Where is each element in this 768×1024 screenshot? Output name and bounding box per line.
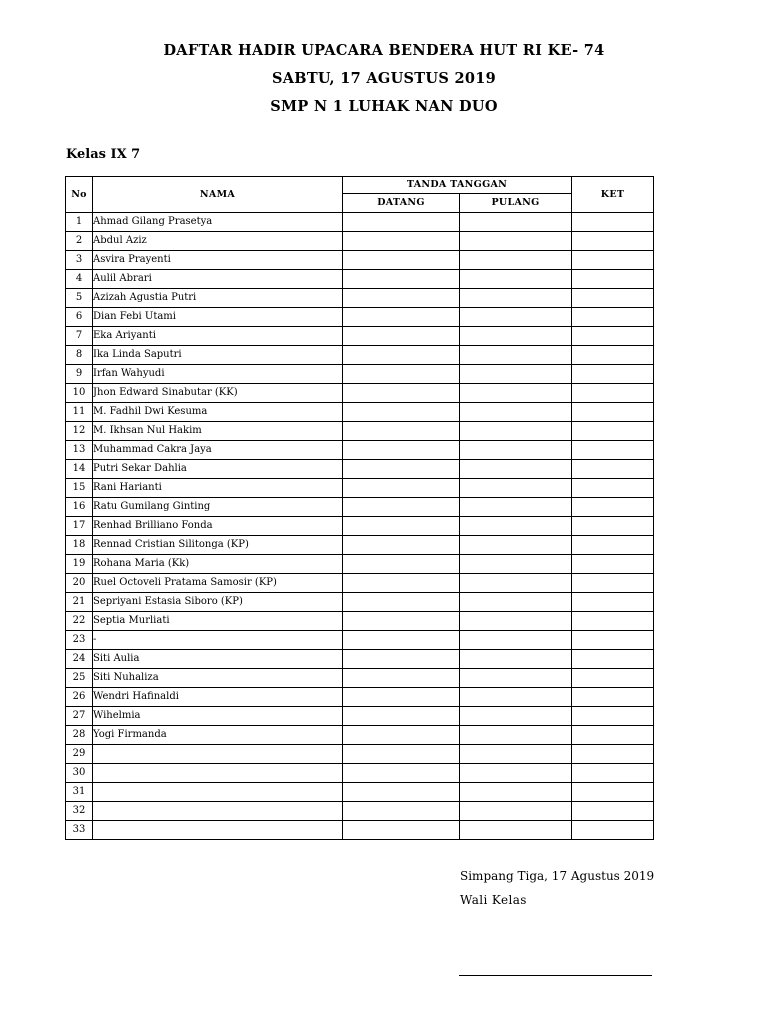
- arrive-signature-cell: [343, 555, 460, 574]
- row-number: 8: [66, 346, 93, 365]
- student-name: [93, 783, 343, 802]
- leave-signature-cell: [460, 764, 572, 783]
- row-number: 31: [66, 783, 93, 802]
- student-name: Jhon Edward Sinabutar (KK): [93, 384, 343, 403]
- event-date: SABTU, 17 AGUSTUS 2019: [271, 70, 497, 87]
- arrive-signature-cell: [343, 251, 460, 270]
- note-cell: [572, 574, 654, 593]
- arrive-signature-cell: [343, 764, 460, 783]
- arrive-signature-cell: [343, 650, 460, 669]
- note-cell: [572, 422, 654, 441]
- row-number: 5: [66, 289, 93, 308]
- leave-signature-cell: [460, 232, 572, 251]
- note-cell: [572, 232, 654, 251]
- row-number: 6: [66, 308, 93, 327]
- arrive-signature-cell: [343, 821, 460, 840]
- row-number: 4: [66, 270, 93, 289]
- leave-signature-cell: [460, 346, 572, 365]
- student-name: [93, 802, 343, 821]
- row-number: 29: [66, 745, 93, 764]
- student-name: Eka Ariyanti: [93, 327, 343, 346]
- table-row: [66, 802, 654, 821]
- arrive-signature-cell: [343, 346, 460, 365]
- header-leave: PULANG: [460, 194, 572, 213]
- table-row: [66, 726, 654, 745]
- student-name: Ika Linda Saputri: [93, 346, 343, 365]
- leave-signature-cell: [460, 555, 572, 574]
- note-cell: [572, 555, 654, 574]
- school-name: SMP N 1 LUHAK NAN DUO: [270, 98, 498, 115]
- arrive-signature-cell: [343, 631, 460, 650]
- note-cell: [572, 517, 654, 536]
- note-cell: [572, 479, 654, 498]
- table-row: [66, 403, 654, 422]
- note-cell: [572, 593, 654, 612]
- table-row: [66, 251, 654, 270]
- arrive-signature-cell: [343, 574, 460, 593]
- row-number: 22: [66, 612, 93, 631]
- arrive-signature-cell: [343, 232, 460, 251]
- leave-signature-cell: [460, 498, 572, 517]
- leave-signature-cell: [460, 213, 572, 232]
- leave-signature-cell: [460, 726, 572, 745]
- table-row: [66, 745, 654, 764]
- leave-signature-cell: [460, 289, 572, 308]
- row-number: 30: [66, 764, 93, 783]
- student-name: Siti Aulia: [93, 650, 343, 669]
- leave-signature-cell: [460, 517, 572, 536]
- table-row: [66, 650, 654, 669]
- table-row: [66, 555, 654, 574]
- arrive-signature-cell: [343, 479, 460, 498]
- note-cell: [572, 726, 654, 745]
- table-body: [66, 213, 654, 840]
- table-row: [66, 460, 654, 479]
- student-name: Irfan Wahyudi: [93, 365, 343, 384]
- row-number: 17: [66, 517, 93, 536]
- leave-signature-cell: [460, 384, 572, 403]
- leave-signature-cell: [460, 251, 572, 270]
- student-name: Ratu Gumilang Ginting: [93, 498, 343, 517]
- leave-signature-cell: [460, 745, 572, 764]
- arrive-signature-cell: [343, 213, 460, 232]
- table-row: [66, 669, 654, 688]
- header-name: NAMA: [93, 177, 343, 213]
- table-row: [66, 593, 654, 612]
- header-no: No: [66, 177, 93, 213]
- leave-signature-cell: [460, 460, 572, 479]
- arrive-signature-cell: [343, 498, 460, 517]
- note-cell: [572, 498, 654, 517]
- leave-signature-cell: [460, 688, 572, 707]
- leave-signature-cell: [460, 631, 572, 650]
- row-number: 13: [66, 441, 93, 460]
- table-row: [66, 365, 654, 384]
- note-cell: [572, 707, 654, 726]
- row-number: 27: [66, 707, 93, 726]
- table-row: [66, 441, 654, 460]
- signatory-role: Wali Kelas: [460, 893, 527, 907]
- place-date: Simpang Tiga, 17 Agustus 2019: [460, 869, 655, 883]
- note-cell: [572, 764, 654, 783]
- leave-signature-cell: [460, 802, 572, 821]
- note-cell: [572, 251, 654, 270]
- student-name: Rohana Maria (Kk): [93, 555, 343, 574]
- student-name: Septia Murliati: [93, 612, 343, 631]
- arrive-signature-cell: [343, 745, 460, 764]
- note-cell: [572, 650, 654, 669]
- arrive-signature-cell: [343, 783, 460, 802]
- table-row: [66, 821, 654, 840]
- leave-signature-cell: [460, 308, 572, 327]
- row-number: 33: [66, 821, 93, 840]
- arrive-signature-cell: [343, 308, 460, 327]
- arrive-signature-cell: [343, 593, 460, 612]
- student-name: Siti Nuhaliza: [93, 669, 343, 688]
- row-number: 24: [66, 650, 93, 669]
- note-cell: [572, 441, 654, 460]
- note-cell: [572, 631, 654, 650]
- student-name: -: [93, 631, 343, 650]
- row-number: 26: [66, 688, 93, 707]
- arrive-signature-cell: [343, 688, 460, 707]
- leave-signature-cell: [460, 327, 572, 346]
- note-cell: [572, 403, 654, 422]
- student-name: [93, 764, 343, 783]
- leave-signature-cell: [460, 821, 572, 840]
- student-name: [93, 745, 343, 764]
- table-row: [66, 574, 654, 593]
- student-name: Wendri Hafinaldi: [93, 688, 343, 707]
- student-name: M. Ikhsan Nul Hakim: [93, 422, 343, 441]
- student-name: M. Fadhil Dwi Kesuma: [93, 403, 343, 422]
- leave-signature-cell: [460, 669, 572, 688]
- table-row: [66, 612, 654, 631]
- row-number: 10: [66, 384, 93, 403]
- arrive-signature-cell: [343, 270, 460, 289]
- note-cell: [572, 745, 654, 764]
- table-row: [66, 384, 654, 403]
- row-number: 21: [66, 593, 93, 612]
- row-number: 3: [66, 251, 93, 270]
- student-name: Rani Harianti: [93, 479, 343, 498]
- leave-signature-cell: [460, 574, 572, 593]
- leave-signature-cell: [460, 707, 572, 726]
- row-number: 1: [66, 213, 93, 232]
- table-row: [66, 517, 654, 536]
- leave-signature-cell: [460, 479, 572, 498]
- table-row: [66, 764, 654, 783]
- note-cell: [572, 308, 654, 327]
- class-label: Kelas IX 7: [66, 147, 141, 162]
- table-row: [66, 213, 654, 232]
- arrive-signature-cell: [343, 441, 460, 460]
- table-row: [66, 631, 654, 650]
- arrive-signature-cell: [343, 365, 460, 384]
- arrive-signature-cell: [343, 422, 460, 441]
- note-cell: [572, 536, 654, 555]
- table-row: [66, 422, 654, 441]
- arrive-signature-cell: [343, 669, 460, 688]
- student-name: Sepriyani Estasia Siboro (KP): [93, 593, 343, 612]
- table-header: [66, 177, 654, 213]
- arrive-signature-cell: [343, 460, 460, 479]
- signature-line: [459, 975, 652, 976]
- note-cell: [572, 365, 654, 384]
- arrive-signature-cell: [343, 726, 460, 745]
- note-cell: [572, 460, 654, 479]
- row-number: 11: [66, 403, 93, 422]
- student-name: Ahmad Gilang Prasetya: [93, 213, 343, 232]
- row-number: 18: [66, 536, 93, 555]
- student-name: Abdul Aziz: [93, 232, 343, 251]
- note-cell: [572, 346, 654, 365]
- header-note: KET: [572, 177, 654, 213]
- note-cell: [572, 213, 654, 232]
- arrive-signature-cell: [343, 612, 460, 631]
- attendance-table: [65, 176, 654, 840]
- note-cell: [572, 270, 654, 289]
- arrive-signature-cell: [343, 384, 460, 403]
- row-number: 20: [66, 574, 93, 593]
- student-name: Dian Febi Utami: [93, 308, 343, 327]
- table-row: [66, 270, 654, 289]
- table-row: [66, 479, 654, 498]
- note-cell: [572, 289, 654, 308]
- row-number: 15: [66, 479, 93, 498]
- header-arrive: DATANG: [343, 194, 460, 213]
- table-row: [66, 707, 654, 726]
- header-signature: TANDA TANGGAN: [343, 177, 572, 194]
- student-name: Yogi Firmanda: [93, 726, 343, 745]
- row-number: 9: [66, 365, 93, 384]
- note-cell: [572, 802, 654, 821]
- table-row: [66, 308, 654, 327]
- arrive-signature-cell: [343, 327, 460, 346]
- student-name: Putri Sekar Dahlia: [93, 460, 343, 479]
- leave-signature-cell: [460, 422, 572, 441]
- table-row: [66, 536, 654, 555]
- leave-signature-cell: [460, 593, 572, 612]
- arrive-signature-cell: [343, 536, 460, 555]
- arrive-signature-cell: [343, 403, 460, 422]
- leave-signature-cell: [460, 403, 572, 422]
- student-name: Wihelmia: [93, 707, 343, 726]
- note-cell: [572, 783, 654, 802]
- note-cell: [572, 612, 654, 631]
- arrive-signature-cell: [343, 802, 460, 821]
- table-row: [66, 688, 654, 707]
- note-cell: [572, 384, 654, 403]
- arrive-signature-cell: [343, 289, 460, 308]
- student-name: Muhammad Cakra Jaya: [93, 441, 343, 460]
- row-number: 25: [66, 669, 93, 688]
- document-title: DAFTAR HADIR UPACARA BENDERA HUT RI KE- 74: [163, 42, 605, 59]
- leave-signature-cell: [460, 612, 572, 631]
- leave-signature-cell: [460, 536, 572, 555]
- table-row: [66, 783, 654, 802]
- row-number: 14: [66, 460, 93, 479]
- row-number: 19: [66, 555, 93, 574]
- row-number: 16: [66, 498, 93, 517]
- student-name: Asvira Prayenti: [93, 251, 343, 270]
- table-row: [66, 498, 654, 517]
- student-name: Rennad Cristian Silitonga (KP): [93, 536, 343, 555]
- leave-signature-cell: [460, 441, 572, 460]
- student-name: Aulil Abrari: [93, 270, 343, 289]
- student-name: Renhad Brilliano Fonda: [93, 517, 343, 536]
- note-cell: [572, 327, 654, 346]
- note-cell: [572, 821, 654, 840]
- leave-signature-cell: [460, 270, 572, 289]
- leave-signature-cell: [460, 783, 572, 802]
- table-row: [66, 232, 654, 251]
- table-row: [66, 346, 654, 365]
- table-row: [66, 289, 654, 308]
- student-name: [93, 821, 343, 840]
- leave-signature-cell: [460, 365, 572, 384]
- arrive-signature-cell: [343, 517, 460, 536]
- row-number: 32: [66, 802, 93, 821]
- table-row: [66, 327, 654, 346]
- row-number: 7: [66, 327, 93, 346]
- row-number: 23: [66, 631, 93, 650]
- row-number: 12: [66, 422, 93, 441]
- student-name: Azizah Agustia Putri: [93, 289, 343, 308]
- leave-signature-cell: [460, 650, 572, 669]
- student-name: Ruel Octoveli Pratama Samosir (KP): [93, 574, 343, 593]
- note-cell: [572, 688, 654, 707]
- row-number: 2: [66, 232, 93, 251]
- note-cell: [572, 669, 654, 688]
- row-number: 28: [66, 726, 93, 745]
- arrive-signature-cell: [343, 707, 460, 726]
